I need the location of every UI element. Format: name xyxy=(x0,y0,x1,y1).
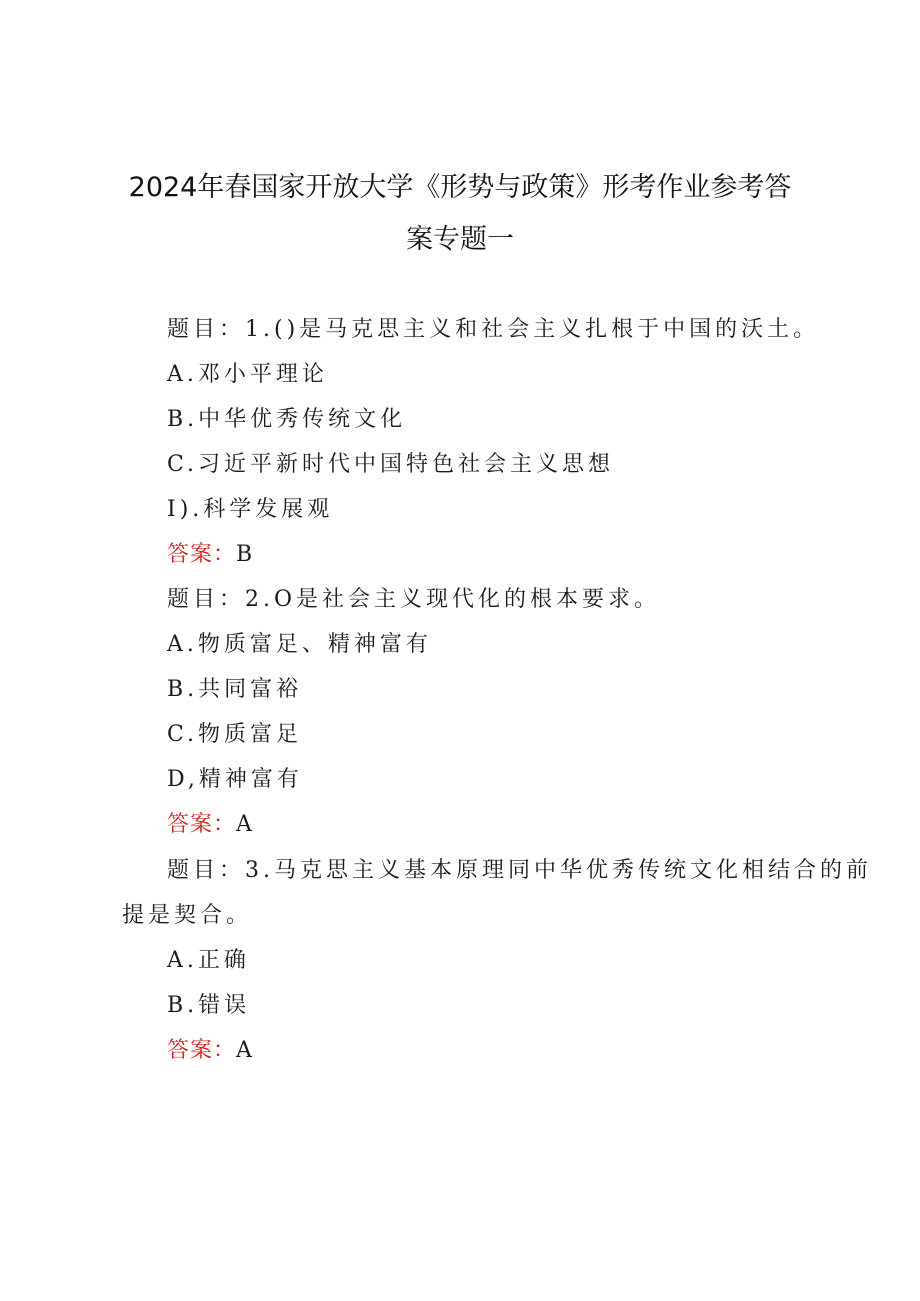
answer-value: A xyxy=(236,812,256,837)
document-title-line-2: 案专题一 xyxy=(406,224,514,255)
answer-label: 答案： xyxy=(167,542,237,567)
question-1-option-b: B.中华优秀传统文化 xyxy=(167,407,407,432)
question-3-answer xyxy=(167,1036,256,1066)
question-3-stem-line-2: 提是契合。 xyxy=(122,903,253,928)
answer-label: 答案： xyxy=(167,812,237,837)
answer-value: B xyxy=(236,542,257,567)
question-2-option-a: A.物质富足、精神富有 xyxy=(167,632,432,657)
question-2-option-b: B.共同富裕 xyxy=(167,677,303,702)
question-2-stem: 题目：2.O是社会主义现代化的根本要求。 xyxy=(167,587,661,612)
question-1-stem: 题目：1.()是马克思主义和社会主义扎根于中国的沃土。 xyxy=(167,317,820,342)
document-title-line-1: 2024年春国家开放大学《形势与政策》形考作业参考答 xyxy=(128,172,792,203)
question-1-option-a: A.邓小平理论 xyxy=(167,362,328,387)
question-1-option-c: C.习近平新时代中国特色社会主义思想 xyxy=(167,452,615,477)
question-3-option-a: A.正确 xyxy=(167,948,250,973)
question-2-answer xyxy=(167,810,256,840)
question-3-option-b: B.错误 xyxy=(167,993,251,1018)
question-1-answer xyxy=(167,540,256,570)
answer-value: A xyxy=(236,1038,256,1063)
question-1-option-d: I).科学发展观 xyxy=(167,497,334,522)
answer-label: 答案： xyxy=(167,1038,237,1063)
question-3-stem-line-1: 题目：3.马克思主义基本原理同中华优秀传统文化相结合的前 xyxy=(167,858,872,883)
question-2-option-d: D,精神富有 xyxy=(167,767,303,792)
question-2-option-c: C.物质富足 xyxy=(167,722,303,747)
